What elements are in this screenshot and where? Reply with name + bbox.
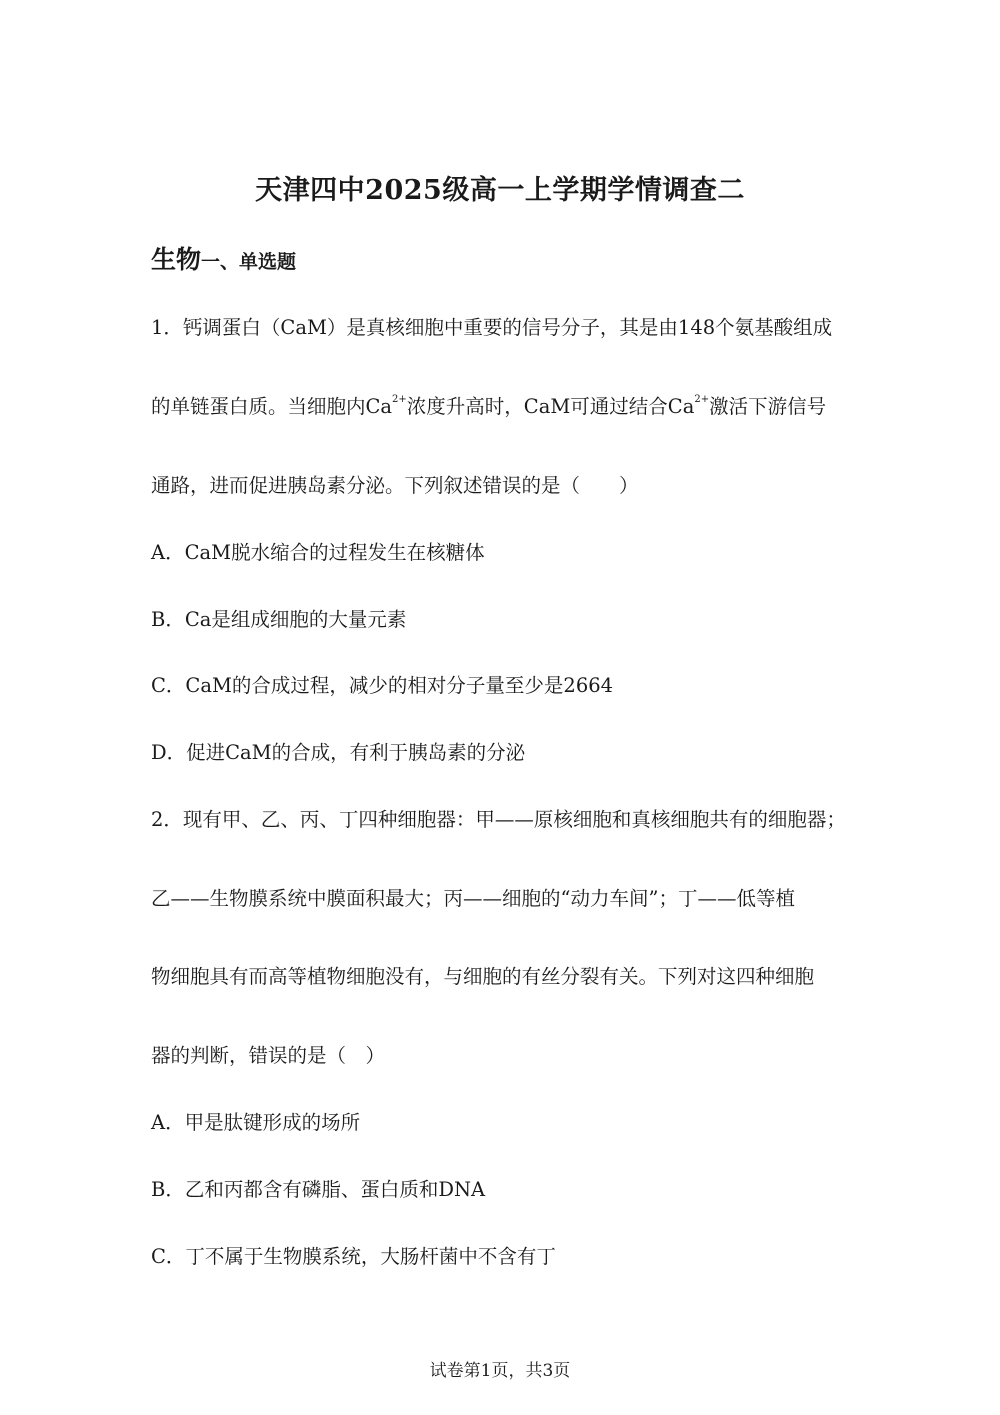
subject-label: 生物: [151, 245, 202, 274]
q1-superscript-1: 2+: [392, 394, 407, 405]
q2-stem-line1: 2．现有甲、乙、丙、丁四种细胞器：甲——原核细胞和真核细胞共有的细胞器；: [151, 808, 846, 831]
page-footer: 试卷第1页，共3页: [429, 1361, 571, 1381]
q1-option-d: D．促进CaM的合成，有利于胰岛素的分泌: [151, 741, 526, 764]
section-label: 一、单选题: [201, 251, 297, 273]
q2-option-a: A．甲是肽键形成的场所: [151, 1111, 361, 1134]
q2-option-b: B．乙和丙都含有磷脂、蛋白质和DNA: [151, 1178, 486, 1201]
q2-stem-line2: 乙——生物膜系统中膜面积最大；丙——细胞的“动力车间”；丁——低等植: [151, 887, 795, 910]
q1-option-b: B．Ca是组成细胞的大量元素: [151, 608, 407, 631]
q1-stem-line2-part3: 激活下游信号: [709, 395, 827, 418]
section-heading: [151, 240, 296, 276]
q1-option-a: A．CaM脱水缩合的过程发生在核糖体: [151, 541, 485, 564]
q1-stem-line3: 通路，进而促进胰岛素分泌。下列叙述错误的是（ ）: [151, 474, 639, 497]
q1-stem-line2: [151, 394, 827, 418]
q2-stem-line4: 器的判断，错误的是（ ）: [151, 1044, 386, 1067]
q1-option-c: C．CaM的合成过程，减少的相对分子量至少是2664: [151, 674, 614, 697]
q1-stem-line2-part2: 浓度升高时，CaM可通过结合Ca: [406, 395, 695, 418]
q2-option-c: C．丁不属于生物膜系统，大肠杆菌中不含有丁: [151, 1245, 556, 1268]
exam-title: 天津四中2025级高一上学期学情调查二: [255, 175, 745, 206]
q2-stem-line3: 物细胞具有而高等植物细胞没有，与细胞的有丝分裂有关。下列对这四种细胞: [151, 965, 815, 988]
q1-stem-line1: 1．钙调蛋白（CaM）是真核细胞中重要的信号分子，其是由148个氨基酸组成: [151, 316, 833, 339]
q1-stem-line2-part1: 的单链蛋白质。当细胞内Ca: [151, 395, 393, 418]
q1-superscript-2: 2+: [694, 394, 710, 405]
